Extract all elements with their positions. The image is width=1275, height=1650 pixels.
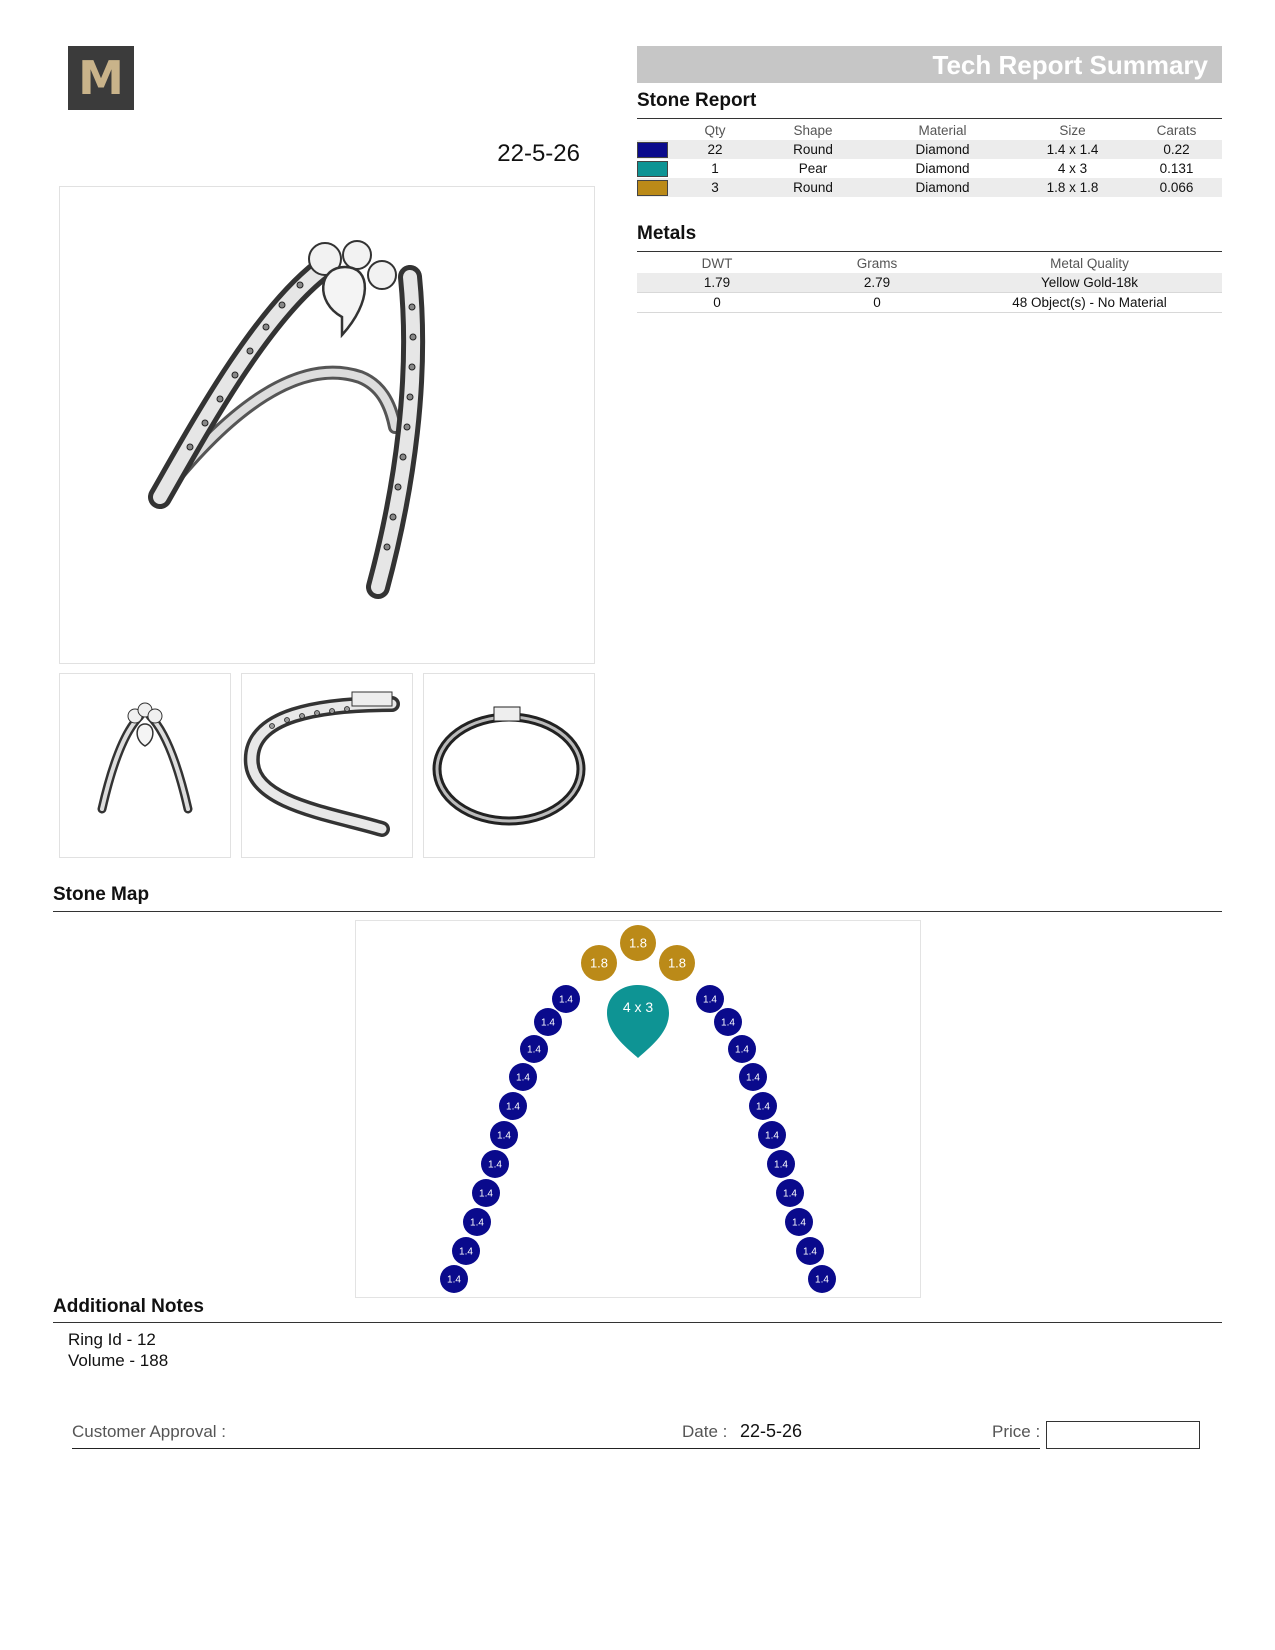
round-stone-1-4-label: 1.4 xyxy=(488,1159,502,1171)
metals-table xyxy=(637,254,1222,313)
metals-rule xyxy=(637,251,1222,252)
round-stone-1-4-label: 1.4 xyxy=(783,1188,797,1200)
round-stone-1-4-label: 1.4 xyxy=(470,1217,484,1229)
column-header: DWT xyxy=(701,256,733,271)
quality-cell: 48 Object(s) - No Material xyxy=(957,293,1222,313)
round-stone-1-4-label: 1.4 xyxy=(506,1101,520,1113)
quality-cell: Yellow Gold-18k xyxy=(957,273,1222,293)
shape-cell: Pear xyxy=(798,161,828,176)
round-stone-1-4-label: 1.4 xyxy=(559,994,573,1006)
stone-report-table xyxy=(637,121,1222,197)
job-id: 22-5-26 xyxy=(497,140,580,167)
round-stone-1-4-label: 1.4 xyxy=(703,994,717,1006)
report-title: Tech Report Summary xyxy=(932,50,1208,80)
company-logo xyxy=(68,46,134,110)
swatch-header xyxy=(637,121,675,140)
round-stone-1-8-label: 1.8 xyxy=(589,955,609,971)
stone-map-title: Stone Map xyxy=(53,884,150,905)
table-row xyxy=(637,140,1222,159)
approval-line xyxy=(72,1448,1040,1449)
notes-rule xyxy=(53,1322,1222,1323)
size-cell: 1.8 x 1.8 xyxy=(1014,178,1131,197)
shape-cell: Round xyxy=(755,140,871,159)
round-stone-1-4-label: 1.4 xyxy=(479,1188,493,1200)
stone-report-header-row xyxy=(637,121,1222,140)
report-header xyxy=(637,46,1222,83)
ring-top-view xyxy=(423,673,595,858)
logo-letter: M xyxy=(78,51,124,105)
carats-cell: 0.131 xyxy=(1159,161,1194,176)
stone-map-svg xyxy=(356,921,920,1297)
customer-approval-label: Customer Approval : xyxy=(72,1422,227,1441)
round-stone-1-4-label: 1.4 xyxy=(527,1044,541,1056)
table-row xyxy=(637,159,1222,178)
size-cell: 1.4 x 1.4 xyxy=(1014,140,1131,159)
table-row xyxy=(637,293,1222,313)
round-stone-1-4-label: 1.4 xyxy=(516,1072,530,1084)
size-cell: 4 x 3 xyxy=(1057,161,1088,176)
qty-cell: 22 xyxy=(675,140,755,159)
stone-map-diagram xyxy=(355,920,921,1298)
round-stone-1-4-label: 1.4 xyxy=(497,1130,511,1142)
ring-side-view xyxy=(241,673,413,858)
column-header: Metal Quality xyxy=(1050,256,1129,271)
qty-cell: 3 xyxy=(675,178,755,197)
qty-cell: 1 xyxy=(711,161,719,176)
date-value: 22-5-26 xyxy=(740,1421,803,1441)
note-ring-id: Ring Id - 12 xyxy=(68,1330,156,1349)
round-stone-1-4-label: 1.4 xyxy=(746,1072,760,1084)
round-stone-1-4-label: 1.4 xyxy=(721,1017,735,1029)
round-stone-1-4-label: 1.4 xyxy=(803,1246,817,1258)
round-stone-1-8-label: 1.8 xyxy=(628,935,648,951)
column-header: Size xyxy=(1059,123,1086,138)
stone-color-swatch xyxy=(637,142,668,158)
round-stone-1-8-label: 1.8 xyxy=(667,955,687,971)
pear-stone xyxy=(607,985,669,1058)
column-header: Qty xyxy=(704,123,726,138)
column-header: Material xyxy=(918,123,967,138)
column-header: Shape xyxy=(793,123,833,138)
round-stone-1-4-label: 1.4 xyxy=(735,1044,749,1056)
pear-stone-label: 4 x 3 xyxy=(622,999,654,1015)
carats-cell: 0.22 xyxy=(1131,140,1222,159)
round-stone-1-4-label: 1.4 xyxy=(774,1159,788,1171)
dwt-cell: 1.79 xyxy=(637,273,797,293)
round-stone-1-4-label: 1.4 xyxy=(756,1101,770,1113)
date-label: Date : xyxy=(682,1422,728,1441)
ring-main-render xyxy=(59,186,595,664)
material-cell: Diamond xyxy=(871,178,1014,197)
dwt-cell: 0 xyxy=(637,293,797,313)
grams-cell: 2.79 xyxy=(797,273,957,293)
round-stone-1-4-label: 1.4 xyxy=(447,1274,461,1286)
stone-color-swatch xyxy=(637,180,668,196)
stone-map-rule xyxy=(53,911,1222,912)
notes-title: Additional Notes xyxy=(53,1296,204,1317)
table-row xyxy=(637,273,1222,293)
material-cell: Diamond xyxy=(915,161,970,176)
column-header: Grams xyxy=(856,256,898,271)
round-stone-1-4-label: 1.4 xyxy=(792,1217,806,1229)
material-cell: Diamond xyxy=(871,140,1014,159)
column-header: Carats xyxy=(1156,123,1197,138)
metals-header-row xyxy=(637,254,1222,273)
round-stone-1-4-label: 1.4 xyxy=(459,1246,473,1258)
carats-cell: 0.066 xyxy=(1131,178,1222,197)
round-stone-1-4-label: 1.4 xyxy=(541,1017,555,1029)
ring-front-view xyxy=(59,673,231,858)
table-row xyxy=(637,178,1222,197)
price-label: Price : xyxy=(992,1422,1041,1441)
metals-title: Metals xyxy=(637,223,697,244)
stone-color-swatch xyxy=(637,161,668,177)
round-stone-1-4-label: 1.4 xyxy=(815,1274,829,1286)
grams-cell: 0 xyxy=(797,293,957,313)
stone-report-title: Stone Report xyxy=(637,90,757,111)
round-stone-1-4-label: 1.4 xyxy=(765,1130,779,1142)
shape-cell: Round xyxy=(755,178,871,197)
note-volume: Volume - 188 xyxy=(68,1351,169,1370)
stone-report-rule xyxy=(637,118,1222,119)
price-input-box[interactable] xyxy=(1046,1421,1200,1449)
